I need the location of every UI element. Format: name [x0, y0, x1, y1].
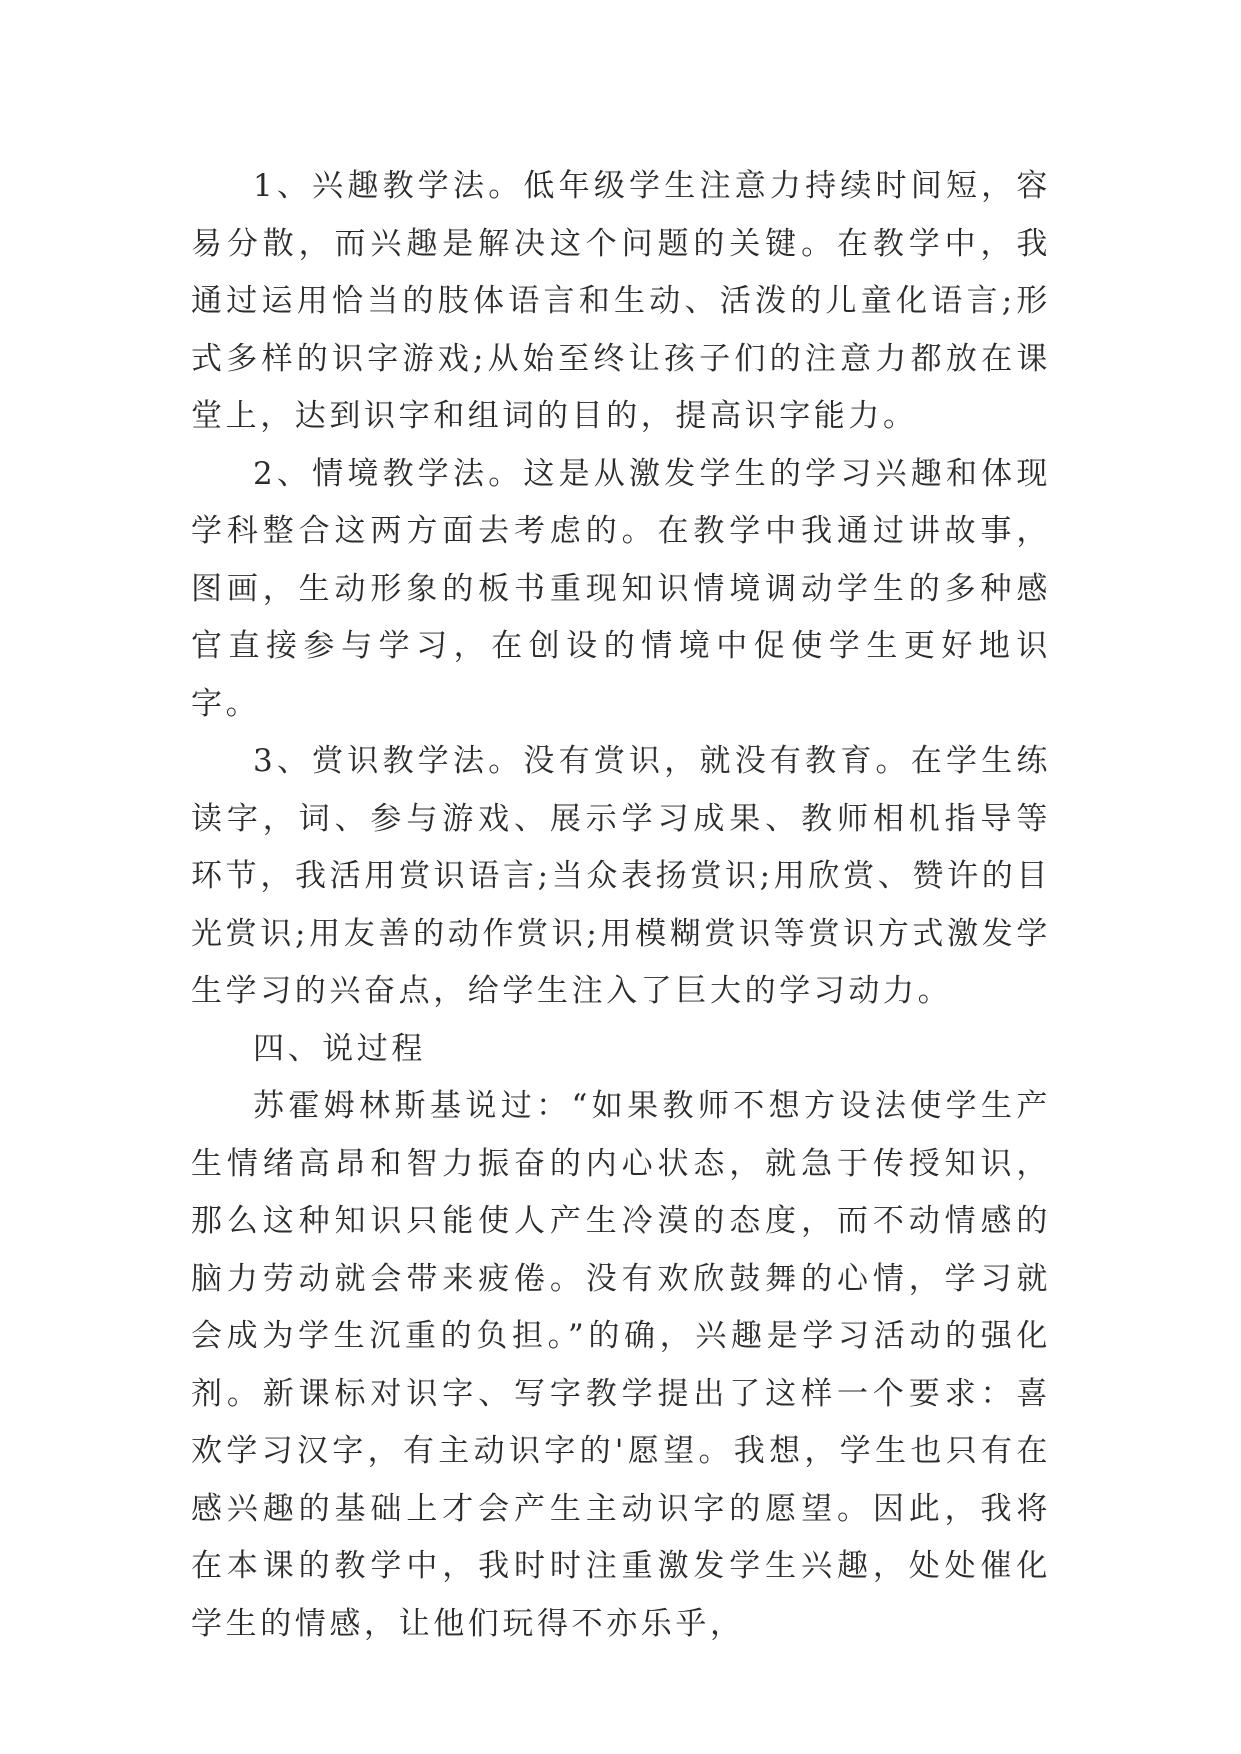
- document-body: [191, 158, 1051, 1653]
- section-heading-process: 四、说过程: [253, 1030, 426, 1067]
- paragraph-appreciation-method: 3、赏识教学法。没有赏识，就没有教育。在学生练读字，词、参与游戏、展示学习成果、教师相机指导等环节，我活用赏识语言;当众表扬赏识;用欣赏、赞许的目光赏识;用友善的动作赏识;用模糊赏识等赏识方式激发学生学习的兴奋点，给学生注入了巨大的学习动力。: [191, 743, 1051, 1009]
- paragraph-interest-method: 1、兴趣教学法。低年级学生注意力持续时间短，容易分散，而兴趣是解决这个问题的关键。在教学中，我通过运用恰当的肢体语言和生动、活泼的儿童化语言;形式多样的识字游戏;从始至终让孩子们的注意力都放在课堂上，达到识字和组词的目的，提高识字能力。: [191, 168, 1051, 434]
- paragraph-process-intro: 苏霍姆林斯基说过：“如果教师不想方设法使学生产生情绪高昂和智力振奋的内心状态，就急于传授知识，那么这种知识只能使人产生冷漠的态度，而不动情感的脑力劳动就会带来疲倦。没有欢欣鼓舞的心情，学习就会成为学生沉重的负担。”的确，兴趣是学习活动的强化剂。新课标对识字、写字教学提出了这样一个要求：喜欢学习汉字，有主动识字的'愿望。我想，学生也只有在感兴趣的基础上才会产生主动识字的愿望。因此，我将在本课的教学中，我时时注重激发学生兴趣，处处催化学生的情感，让他们玩得不亦乐乎，: [191, 1088, 1051, 1642]
- paragraph-situation-method: 2、情境教学法。这是从激发学生的学习兴趣和体现学科整合这两方面去考虑的。在教学中我通过讲故事，图画，生动形象的板书重现知识情境调动学生的多种感官直接参与学习，在创设的情境中促使学生更好地识字。: [191, 455, 1051, 722]
